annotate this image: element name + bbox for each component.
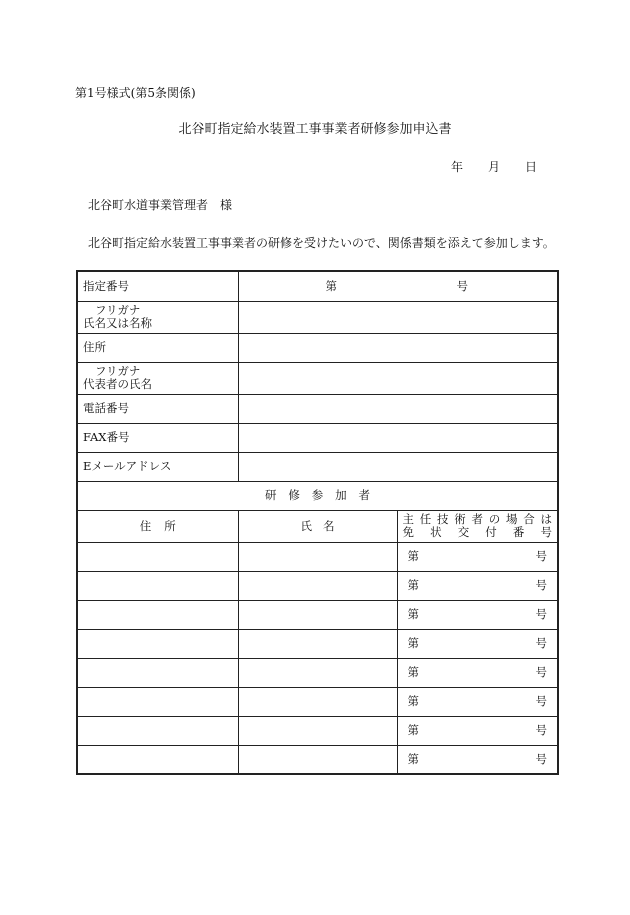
fax-row bbox=[77, 423, 558, 452]
representative-label: 代表者の氏名 bbox=[83, 377, 152, 391]
participant-row bbox=[77, 658, 558, 687]
name-label: 氏名又は名称 bbox=[83, 316, 152, 330]
col-header-name bbox=[238, 510, 397, 542]
license-dai: 第 bbox=[407, 549, 419, 563]
phone-row bbox=[77, 394, 558, 423]
participant-name-field[interactable] bbox=[238, 571, 397, 600]
intro-text: 北谷町指定給水装置工事事業者の研修を受けたいので、関係書類を添えて参加します。 bbox=[88, 236, 555, 250]
license-header-char: 付 bbox=[485, 525, 497, 539]
participants-title-char: 研 bbox=[265, 488, 277, 502]
license-dai: 第 bbox=[407, 665, 419, 679]
participant-row bbox=[77, 629, 558, 658]
participant-address-field[interactable] bbox=[77, 600, 238, 629]
participant-row bbox=[77, 600, 558, 629]
license-go: 号 bbox=[535, 694, 547, 708]
participant-address-field[interactable] bbox=[77, 687, 238, 716]
designation-row bbox=[77, 271, 558, 301]
address-field[interactable] bbox=[238, 333, 558, 362]
furigana-label: フリガナ bbox=[95, 303, 141, 317]
license-header-char: の bbox=[488, 512, 501, 526]
license-header-char: は bbox=[540, 512, 552, 526]
designation-label: 指定番号 bbox=[77, 271, 238, 301]
license-header-char: 場 bbox=[506, 512, 518, 526]
participant-row bbox=[77, 687, 558, 716]
fax-label: FAX番号 bbox=[77, 423, 238, 452]
license-header-char: 者 bbox=[471, 512, 483, 526]
license-header-char: 主 bbox=[402, 512, 414, 526]
participant-license-field[interactable] bbox=[397, 571, 558, 600]
representative-label-cell bbox=[77, 362, 238, 394]
col-header-char: 住 bbox=[139, 518, 152, 533]
participant-name-field[interactable] bbox=[238, 629, 397, 658]
license-header-line2 bbox=[403, 526, 553, 539]
address-label: 住所 bbox=[77, 333, 238, 362]
date-year: 年 bbox=[451, 160, 464, 174]
participant-name-field[interactable] bbox=[238, 542, 397, 571]
license-go: 号 bbox=[535, 723, 547, 737]
application-form-table bbox=[76, 270, 559, 775]
col-header-char: 氏 bbox=[300, 518, 312, 533]
participant-address-field[interactable] bbox=[77, 629, 238, 658]
participant-rows bbox=[77, 542, 558, 774]
license-header-char: 交 bbox=[457, 525, 470, 539]
date-month: 月 bbox=[487, 160, 500, 174]
license-header-char: 任 bbox=[419, 512, 432, 526]
date-day: 日 bbox=[524, 160, 537, 174]
date-line bbox=[451, 160, 537, 174]
license-dai: 第 bbox=[407, 723, 419, 737]
participant-row bbox=[77, 571, 558, 600]
email-row bbox=[77, 452, 558, 481]
license-dai: 第 bbox=[407, 751, 419, 766]
participant-license-field[interactable] bbox=[397, 745, 558, 774]
representative-field[interactable] bbox=[238, 362, 558, 394]
participant-address-field[interactable] bbox=[77, 745, 238, 774]
participant-address-field[interactable] bbox=[77, 542, 238, 571]
participants-title-char: 加 bbox=[335, 488, 347, 502]
license-dai: 第 bbox=[407, 636, 419, 650]
name-label-cell bbox=[77, 301, 238, 333]
designation-dai: 第 bbox=[325, 278, 337, 293]
participant-row bbox=[77, 542, 558, 571]
col-header-license bbox=[397, 510, 558, 542]
participants-title-char: 者 bbox=[358, 488, 370, 502]
participant-name-field[interactable] bbox=[238, 600, 397, 629]
participants-title-char: 参 bbox=[311, 488, 324, 502]
designation-number-field[interactable] bbox=[238, 271, 558, 301]
rep-furigana-label: フリガナ bbox=[95, 364, 141, 378]
participants-header-row bbox=[77, 510, 558, 542]
form-number: 第1号様式(第5条関係) bbox=[75, 86, 196, 100]
license-dai: 第 bbox=[407, 578, 419, 592]
license-header-char: 術 bbox=[454, 512, 466, 526]
license-go: 号 bbox=[535, 751, 547, 766]
participant-name-field[interactable] bbox=[238, 745, 397, 774]
fax-field[interactable] bbox=[238, 423, 558, 452]
participant-license-field[interactable] bbox=[397, 716, 558, 745]
participant-license-field[interactable] bbox=[397, 658, 558, 687]
email-field[interactable] bbox=[238, 452, 558, 481]
col-header-address bbox=[77, 510, 238, 542]
participant-address-field[interactable] bbox=[77, 658, 238, 687]
license-go: 号 bbox=[535, 607, 547, 621]
page-title: 北谷町指定給水装置工事事業者研修参加申込書 bbox=[178, 122, 452, 137]
license-go: 号 bbox=[535, 636, 547, 650]
participant-license-field[interactable] bbox=[397, 600, 558, 629]
participants-title-row bbox=[77, 481, 558, 510]
license-header-line1 bbox=[403, 513, 553, 526]
participant-row bbox=[77, 745, 558, 774]
designation-go: 号 bbox=[456, 278, 468, 293]
license-header-char: 免 bbox=[402, 525, 414, 539]
participant-address-field[interactable] bbox=[77, 716, 238, 745]
license-dai: 第 bbox=[407, 607, 419, 621]
participant-row bbox=[77, 716, 558, 745]
representative-row bbox=[77, 362, 558, 394]
name-row bbox=[77, 301, 558, 333]
participant-license-field[interactable] bbox=[397, 542, 558, 571]
name-field[interactable] bbox=[238, 301, 558, 333]
license-header-char: 番 bbox=[512, 525, 525, 539]
col-header-char: 名 bbox=[323, 518, 335, 533]
email-label: Eメールアドレス bbox=[77, 452, 238, 481]
phone-label: 電話番号 bbox=[77, 394, 238, 423]
participant-address-field[interactable] bbox=[77, 571, 238, 600]
participants-title bbox=[77, 481, 558, 510]
license-go: 号 bbox=[535, 578, 547, 592]
participant-license-field[interactable] bbox=[397, 687, 558, 716]
participant-license-field[interactable] bbox=[397, 629, 558, 658]
col-header-char: 所 bbox=[164, 518, 176, 533]
license-header-char: 合 bbox=[523, 512, 535, 526]
license-go: 号 bbox=[535, 665, 547, 679]
address-row bbox=[77, 333, 558, 362]
participant-name-field[interactable] bbox=[238, 658, 397, 687]
license-header-char: 状 bbox=[430, 525, 442, 539]
participant-name-field[interactable] bbox=[238, 716, 397, 745]
license-go: 号 bbox=[535, 549, 547, 563]
license-header-char: 号 bbox=[540, 525, 552, 539]
addressee: 北谷町水道事業管理者 様 bbox=[88, 198, 233, 212]
participants-title-char: 修 bbox=[288, 488, 300, 502]
participant-name-field[interactable] bbox=[238, 687, 397, 716]
license-dai: 第 bbox=[407, 694, 419, 708]
license-header-char: 技 bbox=[437, 512, 449, 526]
phone-field[interactable] bbox=[238, 394, 558, 423]
